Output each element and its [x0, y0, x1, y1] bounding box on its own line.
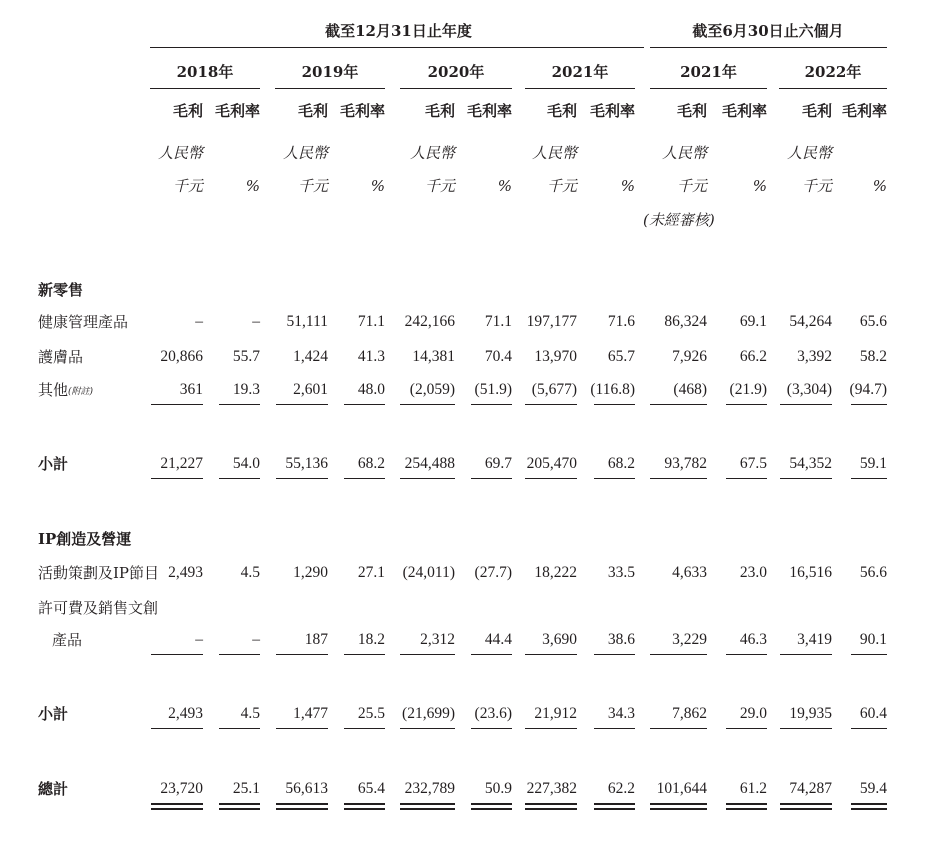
value-cell: 205,470 — [526, 455, 577, 472]
underline — [594, 728, 635, 729]
col-header-gross-margin: 毛利率 — [214, 102, 260, 120]
underline — [219, 728, 260, 729]
row-label: 健康管理產品 — [38, 313, 129, 331]
value-cell: 69.7 — [484, 455, 512, 472]
currency-label: 人民幣 — [661, 144, 707, 162]
value-cell: 4.5 — [240, 705, 260, 722]
divider-year — [275, 88, 385, 89]
currency-label: 人民幣 — [409, 144, 455, 162]
unit-thousand-label: 千元 — [546, 177, 577, 195]
currency-label: 人民幣 — [157, 144, 203, 162]
unit-percent-label: % — [245, 177, 260, 195]
value-cell: 101,644 — [656, 780, 707, 797]
col-header-gross-profit: 毛利 — [297, 102, 328, 120]
value-cell: 74,287 — [789, 780, 832, 797]
value-cell: 21,912 — [534, 705, 577, 722]
underline — [525, 728, 577, 729]
year-header: 2020年 — [427, 63, 485, 81]
value-cell: 59.4 — [859, 780, 887, 797]
col-header-gross-profit: 毛利 — [801, 102, 832, 120]
unit-percent-label: % — [872, 177, 887, 195]
underline — [344, 478, 385, 479]
underline — [726, 404, 767, 405]
value-cell: 70.4 — [484, 348, 512, 365]
double-underline — [400, 808, 455, 810]
row-label: 許可費及銷售文創 — [38, 599, 159, 617]
value-cell: 13,970 — [534, 348, 577, 365]
value-cell: 187 — [304, 631, 328, 648]
underline — [726, 728, 767, 729]
underline — [780, 404, 832, 405]
value-cell: 41.3 — [357, 348, 385, 365]
value-cell: 48.0 — [357, 381, 385, 398]
divider-annual — [150, 47, 644, 48]
year-header: 2022年 — [804, 63, 862, 81]
value-cell: (3,304) — [786, 381, 832, 398]
value-cell: 7,926 — [672, 348, 707, 365]
underline — [276, 728, 328, 729]
subtotal-label: 小計 — [38, 455, 69, 473]
unit-percent-label: % — [752, 177, 767, 195]
value-cell: – — [252, 631, 260, 648]
value-cell: 46.3 — [739, 631, 767, 648]
value-cell: 1,477 — [293, 705, 328, 722]
value-cell: (51.9) — [474, 381, 512, 398]
value-cell: 25.5 — [357, 705, 385, 722]
col-header-gross-margin: 毛利率 — [339, 102, 385, 120]
value-cell: (468) — [673, 381, 707, 398]
value-cell: 50.9 — [484, 780, 512, 797]
value-cell: 59.1 — [859, 455, 887, 472]
year-header: 2019年 — [301, 63, 359, 81]
currency-label: 人民幣 — [786, 144, 832, 162]
underline — [780, 728, 832, 729]
underline — [471, 728, 512, 729]
value-cell: 54,264 — [789, 313, 832, 330]
double-underline — [219, 808, 260, 810]
value-cell: 51,111 — [286, 313, 328, 330]
currency-label: 人民幣 — [531, 144, 577, 162]
unit-thousand-label: 千元 — [801, 177, 832, 195]
unit-thousand-label: 千元 — [676, 177, 707, 195]
double-underline — [650, 803, 707, 805]
value-cell: 56.6 — [859, 564, 887, 581]
value-cell: 14,381 — [412, 348, 455, 365]
underline — [400, 654, 455, 655]
value-cell: 90.1 — [859, 631, 887, 648]
value-cell: (24,011) — [402, 564, 455, 581]
underline — [471, 478, 512, 479]
col-header-gross-profit: 毛利 — [546, 102, 577, 120]
value-cell: 18,222 — [534, 564, 577, 581]
double-underline — [525, 803, 577, 805]
value-cell: (21,699) — [402, 705, 455, 722]
underline — [594, 478, 635, 479]
divider-year — [150, 88, 260, 89]
double-underline — [471, 803, 512, 805]
value-cell: 3,392 — [797, 348, 832, 365]
double-underline — [400, 803, 455, 805]
divider-year — [650, 88, 767, 89]
currency-label: 人民幣 — [282, 144, 328, 162]
underline — [471, 654, 512, 655]
col-header-gross-margin: 毛利率 — [466, 102, 512, 120]
section-title-new-retail: 新零售 — [38, 281, 84, 299]
value-cell: 3,419 — [797, 631, 832, 648]
value-cell: 58.2 — [859, 348, 887, 365]
value-cell: 29.0 — [739, 705, 767, 722]
underline — [471, 404, 512, 405]
value-cell: (116.8) — [590, 381, 635, 398]
group-header-annual: 截至12月31日止年度 — [325, 22, 472, 40]
value-cell: (5,677) — [531, 381, 577, 398]
double-underline — [276, 803, 328, 805]
unit-percent-label: % — [497, 177, 512, 195]
underline — [151, 478, 203, 479]
value-cell: 56,613 — [285, 780, 328, 797]
value-cell: 197,177 — [526, 313, 577, 330]
section-title-ip: IP創造及營運 — [38, 530, 132, 548]
value-cell: 67.5 — [739, 455, 767, 472]
value-cell: 23.0 — [739, 564, 767, 581]
subtotal-label: 小計 — [38, 705, 69, 723]
value-cell: 232,789 — [404, 780, 455, 797]
value-cell: 1,424 — [293, 348, 328, 365]
col-header-gross-profit: 毛利 — [424, 102, 455, 120]
value-cell: 93,782 — [664, 455, 707, 472]
value-cell: 60.4 — [859, 705, 887, 722]
value-cell: 69.1 — [739, 313, 767, 330]
underline — [851, 478, 887, 479]
underline — [151, 728, 203, 729]
value-cell: 3,229 — [672, 631, 707, 648]
double-underline — [780, 808, 832, 810]
value-cell: 65.6 — [859, 313, 887, 330]
divider-year — [779, 88, 887, 89]
total-label: 總計 — [38, 780, 69, 798]
divider-six-months — [650, 47, 887, 48]
col-header-gross-profit: 毛利 — [676, 102, 707, 120]
unit-thousand-label: 千元 — [424, 177, 455, 195]
underline — [594, 654, 635, 655]
value-cell: 2,601 — [293, 381, 328, 398]
value-cell: 2,312 — [420, 631, 455, 648]
underline — [151, 654, 203, 655]
value-cell: 4.5 — [240, 564, 260, 581]
col-header-gross-margin: 毛利率 — [721, 102, 767, 120]
double-underline — [650, 808, 707, 810]
col-header-gross-profit: 毛利 — [172, 102, 203, 120]
underline — [344, 728, 385, 729]
value-cell: 33.5 — [607, 564, 635, 581]
double-underline — [851, 808, 887, 810]
underline — [276, 654, 328, 655]
unit-percent-label: % — [620, 177, 635, 195]
underline — [726, 478, 767, 479]
underline — [276, 478, 328, 479]
unaudited-note: (未經審核) — [643, 211, 715, 229]
underline — [650, 478, 707, 479]
value-cell: (23.6) — [474, 705, 512, 722]
value-cell: 25.1 — [232, 780, 260, 797]
unit-thousand-label: 千元 — [297, 177, 328, 195]
underline — [276, 404, 328, 405]
value-cell: 20,866 — [160, 348, 203, 365]
underline — [525, 654, 577, 655]
double-underline — [344, 808, 385, 810]
value-cell: 65.7 — [607, 348, 635, 365]
row-label: 護膚品 — [38, 348, 84, 366]
row-label — [38, 381, 93, 401]
value-cell: 54.0 — [232, 455, 260, 472]
underline — [726, 654, 767, 655]
value-cell: 34.3 — [607, 705, 635, 722]
double-underline — [780, 803, 832, 805]
row-label-text: 其他 — [38, 381, 69, 399]
double-underline — [726, 808, 767, 810]
value-cell: 65.4 — [357, 780, 385, 797]
value-cell: 16,516 — [789, 564, 832, 581]
value-cell: 361 — [179, 381, 203, 398]
underline — [219, 478, 260, 479]
double-underline — [151, 808, 203, 810]
divider-year — [400, 88, 512, 89]
underline — [780, 654, 832, 655]
value-cell: 71.1 — [357, 313, 385, 330]
value-cell: (27.7) — [474, 564, 512, 581]
value-cell: 2,493 — [168, 705, 203, 722]
underline — [525, 478, 577, 479]
row-label: 活動策劃及IP節目 — [38, 564, 160, 582]
underline — [650, 728, 707, 729]
value-cell: 38.6 — [607, 631, 635, 648]
underline — [780, 478, 832, 479]
value-cell: – — [195, 313, 203, 330]
underline — [851, 404, 887, 405]
underline — [650, 654, 707, 655]
value-cell: (21.9) — [729, 381, 767, 398]
double-underline — [151, 803, 203, 805]
group-header-six-months: 截至6月30日止六個月 — [692, 22, 844, 40]
double-underline — [471, 808, 512, 810]
double-underline — [276, 808, 328, 810]
underline — [344, 654, 385, 655]
double-underline — [851, 803, 887, 805]
value-cell: – — [195, 631, 203, 648]
double-underline — [219, 803, 260, 805]
value-cell: 68.2 — [607, 455, 635, 472]
value-cell: 19,935 — [789, 705, 832, 722]
double-underline — [594, 808, 635, 810]
value-cell: 242,166 — [404, 313, 455, 330]
underline — [400, 478, 455, 479]
value-cell: 55.7 — [232, 348, 260, 365]
value-cell: 227,382 — [526, 780, 577, 797]
value-cell: 254,488 — [404, 455, 455, 472]
value-cell: (94.7) — [849, 381, 887, 398]
value-cell: 86,324 — [664, 313, 707, 330]
value-cell: 54,352 — [789, 455, 832, 472]
underline — [344, 404, 385, 405]
value-cell: 71.6 — [607, 313, 635, 330]
double-underline — [344, 803, 385, 805]
col-header-gross-margin: 毛利率 — [589, 102, 635, 120]
underline — [851, 728, 887, 729]
underline — [219, 404, 260, 405]
value-cell: 1,290 — [293, 564, 328, 581]
value-cell: 71.1 — [484, 313, 512, 330]
underline — [151, 404, 203, 405]
value-cell: – — [252, 313, 260, 330]
value-cell: 7,862 — [672, 705, 707, 722]
underline — [400, 728, 455, 729]
year-header: 2021年 — [680, 63, 737, 81]
year-header: 2018年 — [176, 63, 234, 81]
unit-percent-label: % — [370, 177, 385, 195]
value-cell: (2,059) — [409, 381, 455, 398]
value-cell: 68.2 — [357, 455, 385, 472]
value-cell: 3,690 — [542, 631, 577, 648]
underline — [594, 404, 635, 405]
value-cell: 19.3 — [232, 381, 260, 398]
value-cell: 27.1 — [357, 564, 385, 581]
col-header-gross-margin: 毛利率 — [841, 102, 887, 120]
value-cell: 44.4 — [484, 631, 512, 648]
row-label-continued: 產品 — [52, 631, 83, 649]
value-cell: 2,493 — [168, 564, 203, 581]
divider-year — [525, 88, 635, 89]
value-cell: 62.2 — [607, 780, 635, 797]
underline — [219, 654, 260, 655]
value-cell: 23,720 — [160, 780, 203, 797]
value-cell: 61.2 — [739, 780, 767, 797]
underline — [400, 404, 455, 405]
underline — [851, 654, 887, 655]
value-cell: 21,227 — [160, 455, 203, 472]
underline — [525, 404, 577, 405]
value-cell: 66.2 — [739, 348, 767, 365]
year-header: 2021年 — [551, 63, 609, 81]
double-underline — [726, 803, 767, 805]
double-underline — [525, 808, 577, 810]
value-cell: 18.2 — [357, 631, 385, 648]
unit-thousand-label: 千元 — [172, 177, 203, 195]
double-underline — [594, 803, 635, 805]
underline — [650, 404, 707, 405]
note-marker: (附註) — [68, 387, 94, 397]
value-cell: 55,136 — [285, 455, 328, 472]
value-cell: 4,633 — [672, 564, 707, 581]
